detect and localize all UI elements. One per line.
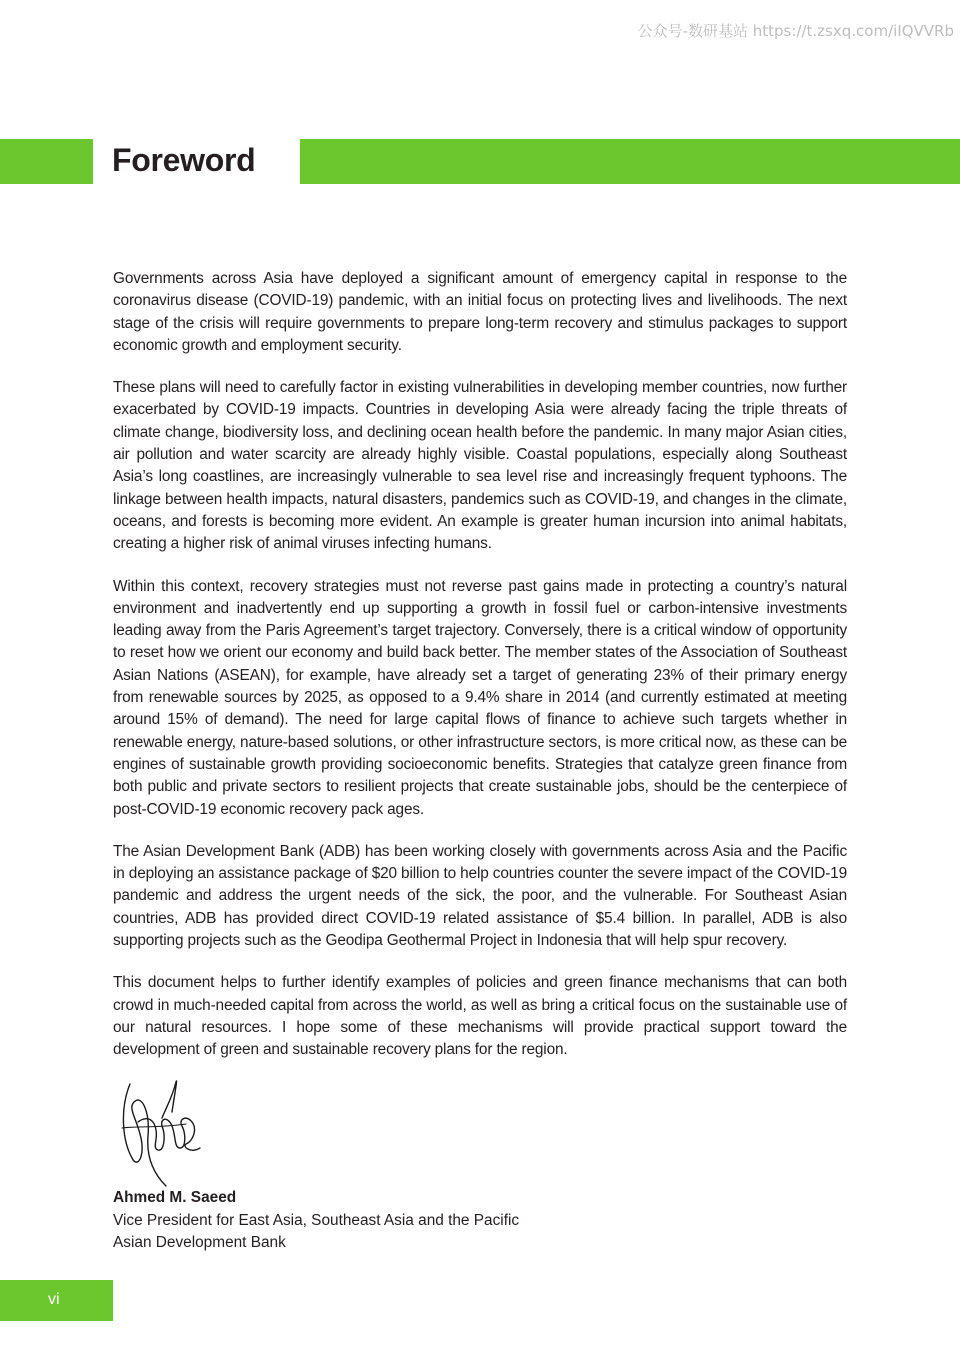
title-band-right — [300, 139, 960, 184]
page-number-box — [0, 1280, 113, 1321]
page-number: vi — [48, 1291, 60, 1308]
title-band-left — [0, 139, 93, 184]
watermark-source-text: 公众号-数研基站 https://t.zsxq.com/iIQVVRb — [637, 22, 954, 40]
paragraph-4: The Asian Development Bank (ADB) has been working closely with governments across Asia and the Pacific in deploying an assistance package of $20 billion to help countries counter the severe impact of the COVID-19 pandemic and address the urgent needs of the sick, the poor, and the vulnerable. For Southeast Asian countries, ADB has provided direct COVID-19 related assistance of $5.4 billion. In parallel, ADB is also supporting projects such as the Geodipa Geothermal Project in Indonesia that will help spur recovery. — [113, 842, 847, 950]
signatory-name: Ahmed M. Saeed — [113, 1189, 237, 1206]
page-title: Foreword — [112, 142, 256, 178]
foreword-body — [113, 268, 847, 1082]
signatory-organization: Asian Development Bank — [113, 1234, 286, 1251]
paragraph-3: Within this context, recovery strategies must not reverse past gains made in protecting a country’s natural environment and inadvertently end up supporting a growth in fossil fuel or carbon-intensive investments leading away from the Paris Agreement’s target trajectory. Conversely, there is a critical window of opportunity to reset how we orient our economy and build back better. The member states of the Association of Southeast Asian Nations (ASEAN), for example, have already set a target of generating 23% of their primary energy from renewable sources by 2025, as opposed to a 9.4% share in 2014 (and currently estimated at meeting around 15% of demand). The need for large capital flows of finance to achieve such targets whether in renewable energy, nature-based solutions, or other infrastructure sectors, is more critical now, as these can be engines of sustainable growth providing socioeconomic benefits. Strategies that catalyze green finance from both public and private sectors to resilient projects that create sustainable jobs, should be the centerpiece of post-COVID-19 economic recovery pack ages. — [113, 577, 848, 818]
paragraph-5: This document helps to further identify examples of policies and green finance mechanisms that can both crowd in much-needed capital from across the world, as well as bring a critical focus on the sustainable use of our natural resources. I hope some of these mechanisms will provide practical support toward the development of green and sustainable recovery plans for the region. — [113, 974, 847, 1059]
paragraph-2: These plans will need to carefully factor in existing vulnerabilities in developing member countries, now further exacerbated by COVID-19 impacts. Countries in developing Asia were already facing the triple threats of climate change, biodiversity loss, and declining ocean health before the pandemic. In many major Asian cities, air pollution and water scarcity are already highly visible. Coastal populations, especially along Southeast Asia’s long coastlines, are increasingly vulnerable to sea level rise and increasingly frequent typhoons. The linkage between health impacts, natural disasters, pandemics such as COVID-19, and changes in the climate, oceans, and forests is becoming more evident. An example is greater human incursion into animal habitats, creating a higher risk of animal viruses infecting humans. — [113, 379, 847, 553]
signatory-position: Vice President for East Asia, Southeast Asia and the Pacific — [113, 1211, 520, 1229]
signature-image — [116, 1078, 206, 1190]
paragraph-1: Governments across Asia have deployed a significant amount of emergency capital in response to the coronavirus disease (COVID-19) pandemic, with an initial focus on protecting lives and livelihoods. The next stage of the crisis will require governments to prepare long-term recovery and stimulus packages to support economic growth and employment security. — [113, 270, 847, 354]
signatory-block — [113, 1187, 519, 1255]
